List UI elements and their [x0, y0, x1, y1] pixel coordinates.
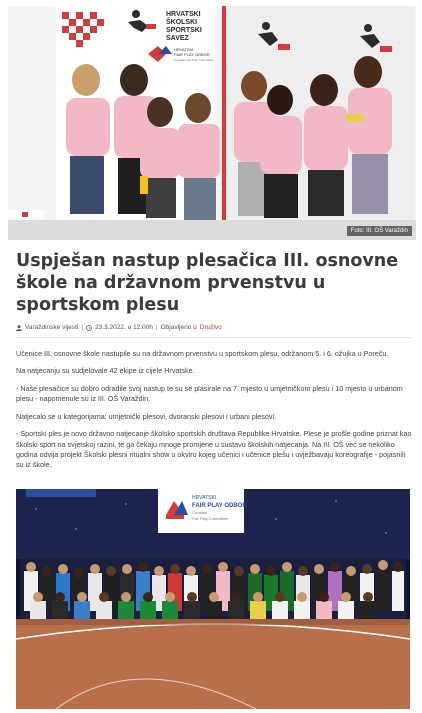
banner2-line-2: FAIR PLAY ODBOR: [192, 503, 247, 509]
published-label: Objavljeno u: [160, 324, 197, 331]
hero-photo[interactable]: [8, 6, 416, 240]
banner-line-3: SPORTSKI: [166, 27, 202, 34]
banner-line-2: ŠKOLSKI: [166, 19, 198, 26]
banner2-line-3: Croatian: [192, 510, 208, 515]
banner-line-4: SAVEZ: [166, 35, 189, 42]
user-icon: [16, 325, 22, 331]
article-author[interactable]: Varaždinske vijesti: [25, 324, 79, 331]
banner-line-1: HRVATSKI: [166, 11, 201, 18]
clock-icon: [86, 325, 92, 331]
divider: [16, 337, 412, 338]
article-paragraph: - Naše plesačice su dobro odradile svoj nastup te su se plasirale na 7. mjesto u umjetničkom plesu i 10 mjesto u urbanom plesu - napomenule su iz III. OŠ Varaždin.: [16, 383, 403, 404]
article-category-link[interactable]: Druživo: [199, 324, 222, 331]
article-datetime: 23.3.2022. u 12:00h: [95, 324, 153, 331]
group-photo-illustration: [16, 489, 410, 709]
fair-play-line-2: FAIR PLAY ODBOR: [174, 52, 210, 57]
fair-play-line-1: HRVATSKI: [174, 47, 194, 52]
banner2-line-4: Fair Play Committee: [192, 516, 229, 521]
article-paragraph: - Sportski ples je novo državno natjecanje školsko sportskih društava Republike Hrvatske. Plese je prošle godine priznat kao školski sport na svjetskoj razini, te ga čekaju mnoge promjene u sustavu školskih natjecanja. Na III. OŠ već se nekoliko godina odvija projekt Školski plesni ritualni show u okviru kojeg učenici i učenice plešu i uvježbavaju koreografije - pojasnili su iz škole.: [16, 429, 412, 470]
article-meta: [16, 324, 412, 331]
article-paragraph: Učenice III. osnovne škole nastupile su na državnom prvenstvu u sportskom plesu, održanom 5. i 6. ožujka u Poreču.: [16, 349, 389, 358]
meta-separator: |: [155, 324, 158, 331]
article-body: [16, 349, 412, 478]
dancers-crowd: [20, 559, 406, 619]
article-paragraph: Natjecalo se u kategorijama: umjetnički plesovi, dvoranski plesovi i urbani plesovi.: [16, 411, 277, 421]
photo-caption: Foto: III. OŠ Varaždin: [347, 226, 412, 236]
banner2-line-1: HRVATSKI: [192, 495, 217, 501]
meta-separator: |: [81, 324, 84, 331]
hero-photo-illustration: [8, 6, 416, 240]
fair-play-line-3: Croatian Fair Play Committee: [174, 58, 214, 62]
article-title: Uspješan nastup plesačica III. osnovne škole na državnom prvenstvu u sportskom plesu: [16, 251, 399, 315]
article-photo[interactable]: [16, 489, 410, 709]
article-paragraph: Na natjecanju su sudjelovale 42 ekipe iz cijele Hrvatske.: [16, 366, 195, 376]
